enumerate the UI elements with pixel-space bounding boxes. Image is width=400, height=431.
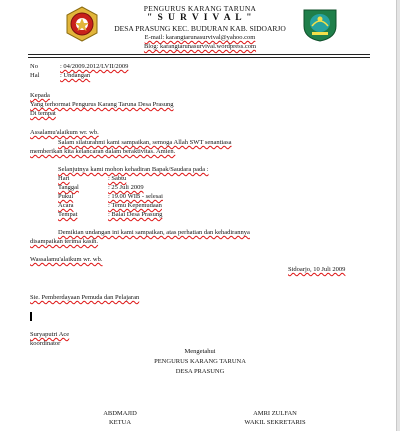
subject-label: Hal (30, 72, 40, 79)
signature-left-role: KETUA (108, 419, 132, 426)
subject-value: : Undangan (60, 72, 91, 79)
karang-taruna-logo-icon (64, 6, 100, 42)
number-value: : 04/2009.2012/LVII/2009 (60, 63, 129, 70)
recipient-place: Di tempat (30, 110, 56, 117)
header-divider-thin (28, 57, 370, 58)
signature-right-name: AMRI ZULFAN (253, 410, 297, 417)
detail-value-event: : Temu Kepemudaan (108, 202, 162, 209)
body-paragraph-line1: Salam silaturahmi kami sampaikan, semoga Allah SWT senantiasa (58, 139, 232, 146)
detail-label-day: Hari (58, 175, 70, 182)
detail-label-venue: Tempat (58, 211, 78, 218)
detail-value-venue: : Balai Desa Prasung (108, 211, 163, 218)
acknowledging-village: DESA PRASUNG (175, 368, 225, 375)
org-name: " S U R V I V A L " (147, 13, 253, 23)
detail-label-date: Tanggal (58, 184, 79, 191)
detail-label-event: Acara (58, 202, 74, 209)
cc-section: Sie. Pemberdayaan Pemuda dan Pelajaran (30, 294, 140, 301)
org-address: DESA PRASUNG KEC. BUDURAN KAB. SIDOARJO (114, 24, 286, 33)
detail-value-day: : Sabtu (108, 175, 127, 182)
detail-value-date: : 25 Juli 2009 (108, 184, 144, 191)
invitation-intro: Selanjutnya kami mohon kehadiran Bapak/Saudara pada : (58, 166, 209, 173)
detail-value-time: : 19.00 WIB - selesai (108, 193, 163, 200)
recipient-name: Yang terhormat Pengurus Karang Taruna Desa Prasung (30, 101, 174, 108)
acknowledging-org: PENGURUS KARANG TARUNA (154, 358, 246, 365)
closing-salutation: Wassalamu'alaikum wr. wb. (30, 256, 103, 263)
author-role: koordinator (30, 340, 61, 347)
signature-left-name: ABDMAJID (103, 410, 137, 417)
header-divider-thick (28, 54, 370, 55)
number-label: No (30, 63, 38, 70)
text-cursor[interactable] (30, 312, 32, 321)
signature-right-role: WAKIL SEKRETARIS (244, 419, 306, 426)
org-blog: Blog: karangtarunasurvival.wordpress.com (143, 43, 257, 50)
opening-greeting: Assalamu'alaikum wr. wb. (30, 129, 99, 136)
recipient-heading: Kepada (30, 92, 50, 99)
org-title: PENGURUS KARANG TARUNA (143, 4, 257, 13)
closing-paragraph-line2: disampaikan terima kasih. (30, 238, 99, 245)
place-and-date: Sidoarjo, 10 Juli 2009 (288, 266, 346, 273)
detail-label-time: Pukul (58, 193, 74, 200)
org-email: E-mail: karangtarunasurvival@yahoo.com (144, 34, 256, 41)
regency-seal-icon (300, 6, 340, 42)
acknowledged-label: Mengetahui (184, 348, 216, 355)
author-name: Suryaputri Ace (30, 331, 70, 338)
closing-paragraph-line1: Demikian undangan ini kami sampaikan, atas perhatian dan kehadirannya (58, 229, 250, 236)
body-paragraph-line2: memberikan kita kelancaran dalam beraktivitas. Amien. (30, 148, 176, 155)
scrollbar[interactable] (396, 0, 400, 431)
